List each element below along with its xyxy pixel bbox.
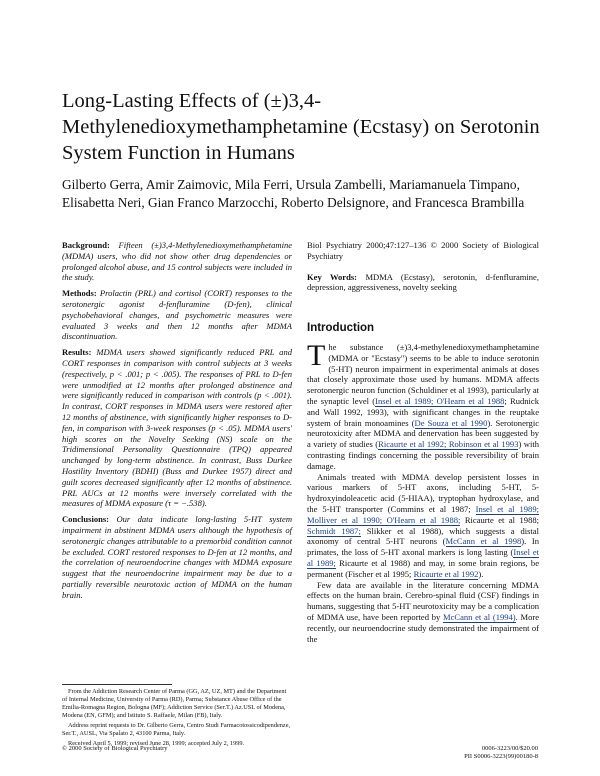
intro-paragraph-1 <box>307 338 539 472</box>
citation-link[interactable]: Ricaurte et al 1992; Robinson et al 1993 <box>378 439 519 450</box>
issn-code: 0006-3223/00/$20.00 <box>481 745 538 752</box>
footnote-affiliation: From the Addiction Research Center of Parma (GG, AZ, UZ, MT) and the Department of Internal Medicine, University of Parma (RD), Parma; Substance Abuse Office of the Emilia-Romagna Region, Bologna (MF); Addiction Service (Ser.T.) Az.USL of Modena, Modena (EN, GFM); and Istituto S. Raffaele, Milan (FB), Italy. <box>62 688 287 719</box>
footnote-address: Address reprint requests to Dr. Gilberto Gerra, Centro Studi Farmacotossicodipendenze, Ser.T., AUSL, Via Spalato 2, 43100 Parma, Italy. <box>62 722 291 737</box>
abstract-methods-label: Methods: <box>62 288 97 299</box>
intro-p2-text-d: ). In primates, the loss of 5-HT axonal markers is long lasting ( <box>307 536 539 558</box>
citation-link[interactable]: Ricaurte et al 1992 <box>413 568 479 579</box>
abstract-background <box>62 240 292 283</box>
abstract-results-text: MDMA users showed significantly reduced PRL and CORT responses in comparison with control subjects at 3 weeks (respectively, p < .001; p < .005). The responses of PRL to D-fen were unmodified at 12 months after prolonged abstinence and were significantly reduced in comparison with controls (p < .001). In contrast, CORT responses in MDMA users were restored after 12 months of abstinence, with significantly higher responses to D-fen, in comparison with 3-week responses (p < .05). MDMA users' high scores on the Novelty Seeking (NS) scale on the Tridimensional Personality Questionnaire (TPQ) appeared unchanged by long-term abstinence. In contrast, Buss Durkee Hostility Inventory (BDHI) (Buss and Durkee 1957) direct and guilt scores decreased significantly after 12 months of abstinence. PRL AUCs at 12 months were inversely correlated with the measures of MDMA exposure (τ = −.538). <box>62 347 293 509</box>
footnote-received: Received April 5, 1999; revised June 28, 1999; accepted July 2, 1999. <box>68 740 245 747</box>
intro-p1-text-d: ) with contrasting findings concerning the possible reversibility of brain damage. <box>307 439 539 471</box>
section-heading-introduction: Introduction <box>307 322 375 335</box>
abstract-citation: Biol Psychiatry 2000;47:127–136 © 2000 Society of Biological Psychiatry <box>307 240 539 261</box>
right-column <box>307 240 539 644</box>
abstract-results <box>62 347 292 509</box>
intro-paragraph-2 <box>307 472 539 580</box>
abstract-methods <box>62 288 292 342</box>
publication-ids <box>464 745 538 761</box>
footnote-divider <box>62 684 172 685</box>
intro-p2-text-c: Slikker et al 1988), which suggests a distal axonomy of central 5-HT neurons ( <box>307 525 539 547</box>
author-list: Gilberto Gerra, Amir Zaimovic, Mila Ferri, Ursula Zambelli, Mariamanuela Timpano, Elisabetta Neri, Gian Franco Marzocchi, Roberto Delsignore, and Francesca Brambilla <box>62 177 525 210</box>
intro-p3-text-b: . More recently, our neuroendocrine study demonstrated the impairment of the <box>307 611 540 644</box>
citation-link[interactable]: Insel et al 1989; O'Hearn et al 1988 <box>375 395 505 406</box>
intro-p1-text-c: ). Serotonergic neurotoxicity after MDMA and denervation has been suggested by a variety of studies ( <box>307 417 539 450</box>
keywords-text: MDMA (Ecstasy), serotonin, d-fenfluramine, depression, aggressiveness, novelty seeking <box>307 271 539 293</box>
drop-cap: T <box>307 338 326 372</box>
footnotes <box>62 688 292 750</box>
abstract-background-label: Background: <box>62 240 110 250</box>
intro-p2-text-e: Ricaurte et al 1988) and may, in some brain regions, be permanent (Fischer et al 1995; <box>307 557 540 579</box>
abstract-methods-text: Prolactin (PRL) and cortisol (CORT) responses to the serotonergic agonist d-fenfluramine (D-fen), clinical psychobehavioral changes, and psychometric measures were evaluated 3 weeks and then 12 months after MDMA discontinuation. <box>62 288 292 342</box>
intro-p2-text-f: ). <box>478 568 484 579</box>
citation-link[interactable]: McCann et al 1998 <box>445 536 522 547</box>
copyright-line: © 2000 Society of Biological Psychiatry <box>62 745 168 752</box>
abstract-results-label: Results: <box>62 347 92 358</box>
intro-p1-text-a: he substance (±)3,4-methylenedioxymethamphetamine (MDMA or "Ecstasy") seems to be able to induce serotonin (5-HT) neuron impairment in experimental animals at doses that closely approximate those used by humans. MDMA affects serotonergic neuron function (Schuldiner et al 1993), particularly at the synaptic level ( <box>307 341 539 406</box>
abstract-background-text: Fifteen (±)3,4-Methylenedioxymethamphetamine (MDMA) users, who did not show other drug dependencies or prolonged alcohol abuse, and 15 control subjects were included in the study. <box>62 240 293 283</box>
citation-link[interactable]: Insel et al 1989; Molliver et al 1990; O'Hearn et al 1988; <box>307 503 539 525</box>
intro-p2-text-b: Ricaurte et al 1988; <box>460 514 539 525</box>
citation-link[interactable]: McCann et al (1994) <box>442 611 516 622</box>
intro-p3-text-a: Few data are available in the literature concerning MDMA effects on the human brain. Cerebro-spinal fluid (CSF) findings in humans, suggesting that 5-HT neurotoxicity may be a complication of MDMA use, have been reported by <box>307 579 539 622</box>
keywords-label: Key Words: <box>307 271 358 282</box>
abstract-conclusions-label: Conclusions: <box>62 514 110 525</box>
intro-paragraph-3 <box>307 580 539 645</box>
intro-p1-text-b: ; Rudnick and Wall 1992, 1993), with significant changes in the reuptake system of brain monoamines ( <box>307 395 539 428</box>
abstract-conclusions <box>62 514 292 600</box>
article-title: Long-Lasting Effects of (±)3,4-Methylenedioxymethamphetamine (Ecstasy) on Serotonin System Function in Humans <box>62 90 540 164</box>
citation-link[interactable]: Insel et al 1989; <box>307 547 539 568</box>
citation-link[interactable]: Schmidt 1987; <box>307 525 361 536</box>
intro-p2-text-a: Animals treated with MDMA develop persistent losses in various markers of 5-HT axons, including 5-HT, 5-hydroxyindoleacetic acid (5-HIAA), tryptophan hydroxylase, and the 5-HT transporter (Commins et al 1987; <box>307 471 539 514</box>
pii-code: PII S0006-3223(99)00180-8 <box>464 753 538 760</box>
abstract-column <box>62 240 292 606</box>
abstract-conclusions-text: Our data indicate long-lasting 5-HT system impairment in abstinent MDMA users although the hypothesis of serotonergic changes attributable to a premorbid condition cannot be excluded. CORT restored responses to D-fen at 12 months, and the correlation of neuroendocrine changes with MDMA exposure suggest that the neuroendocrine impairment may be due to a partially reversible neurotoxic action of MDMA on the human brain. <box>62 514 293 600</box>
keywords <box>307 272 539 294</box>
citation-link[interactable]: De Souza et al 1990 <box>414 417 488 428</box>
